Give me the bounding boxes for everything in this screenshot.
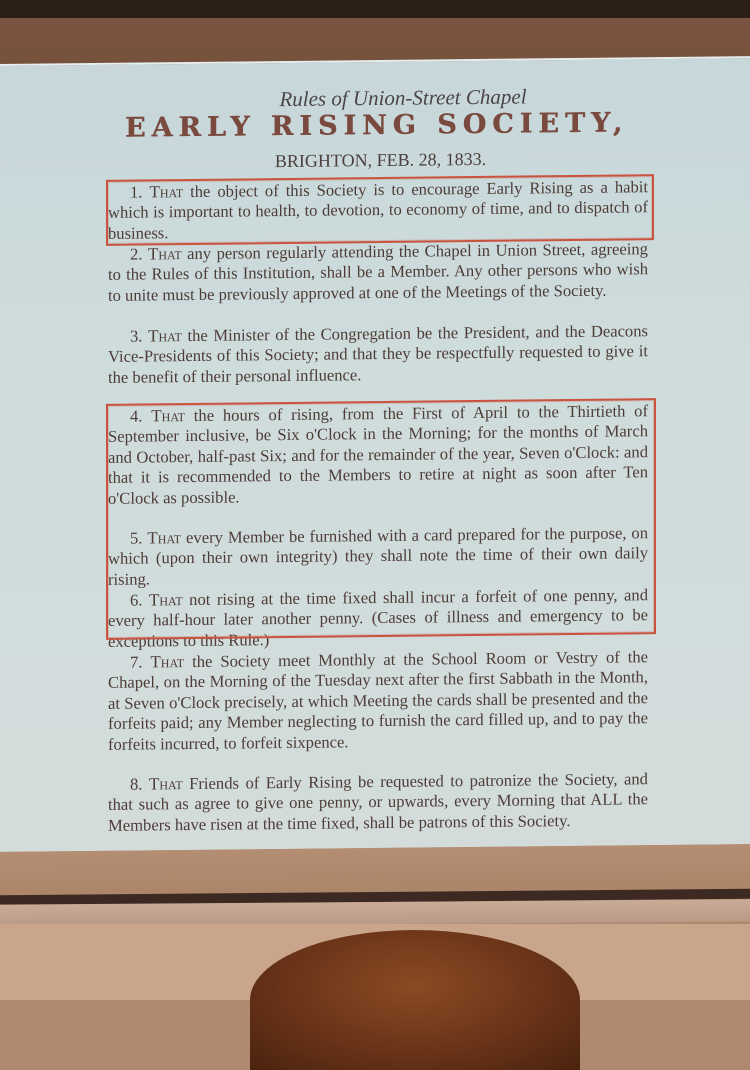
rule-lead: That [150,652,185,672]
rule-8 [108,769,648,836]
rule-text: the object of this Society is to encourage Early Rising as a habit which is important to health, to devotion, to economy of time, and to dispatch of business. [108,177,648,243]
highlight-box-rule-1 [106,174,654,246]
rule-text: the Minister of the Congregation be the President, and the Deacons Vice-Presidents of this Society; and that they be respectfully requested to give it the benefit of their personal influence. [108,321,648,387]
rule-lead: That [147,244,182,264]
rule-number: 7. [130,652,143,672]
rule-text: not rising at the time fixed shall incur a forfeit of one penny, and every half-hour later another penny. (Cases of illness and emergency to be exceptions to this Rule.) [108,585,649,651]
rule-number: 5. [130,528,143,548]
document-title: EARLY RISING SOCIETY, [124,107,629,144]
rule-lead: That [148,326,182,346]
rule-3 [108,321,648,388]
frame-rail [0,899,750,926]
rule-lead: That [148,774,183,794]
ceiling-frame [0,0,750,18]
audience-member-head [250,930,580,1070]
rule-7 [108,647,648,755]
rule-lead: That [147,528,182,548]
rule-text: every Member be furnished with a card prepared for the purpose, on which (upon their own integrity) they shall note the time of their own daily rising. [108,523,649,589]
projected-document [0,56,750,852]
rule-lead: That [151,406,185,426]
document-dateline: BRIGHTON, FEB. 28, 1833. [274,148,487,172]
rule-number: 6. [130,590,143,610]
rule-number: 4. [130,406,143,426]
rule-lead: That [148,590,183,610]
rule-2 [108,239,648,306]
rule-number: 8. [130,774,143,794]
rule-text: the Society meet Monthly at the School Room or Vestry of the Chapel, on the Morning of the Tuesday next after the first Sabbath in the Month, at Seven o'Clock precisely, at which Meeting the cards shall be presented and the forfeits paid; any Member neglecting to furnish the card filled up, and to pay the forfeits incurred, to forfeit sixpence. [108,647,648,754]
rule-text: any person regularly attending the Chapel in Union Street, agreeing to the Rules of this Institution, shall be a Member. Any other persons who wish to unite must be previously approved at one of the Meetings of the Society. [108,239,648,305]
rule-text: Friends of Early Rising be requested to patronize the Society, and that such as agree to give one penny, or upwards, every Morning that ALL the Members have risen at the time fixed, shall be patrons of this Society. [108,769,648,835]
rule-number: 1. [130,182,143,202]
rule-number: 2. [130,244,143,264]
document-subtitle: Rules of Union-Street Chapel [279,84,527,112]
rule-lead: That [149,182,184,202]
rule-number: 3. [130,326,143,346]
highlight-box-rules-4-6 [106,398,656,640]
rule-text: the hours of rising, from the First of April to the Thirtieth of September inclusive, be Six o'Clock in the Morning; for the months of March and October, half-past Six; and for the remainder of the year, Seven o'Clock: and that it is recommended to the Members to retire at night as soon after Ten o'Clock as possible. [108,401,648,508]
